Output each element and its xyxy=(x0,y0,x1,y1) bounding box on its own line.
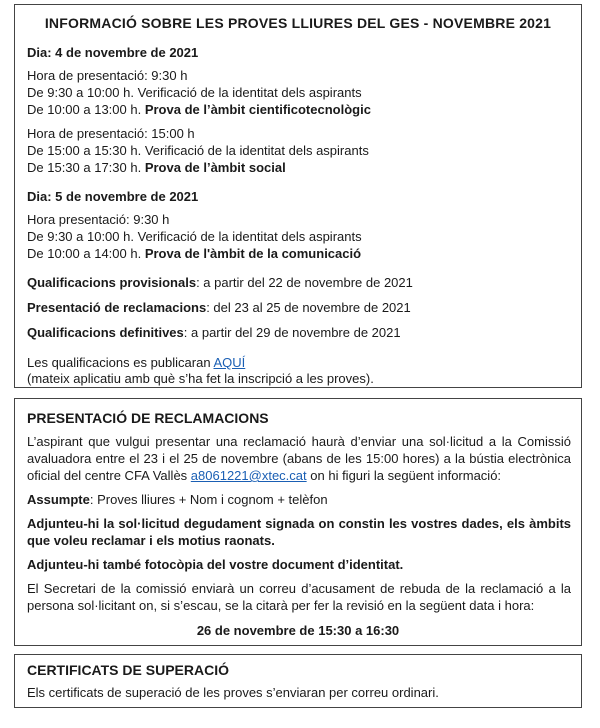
claims-period-label: Presentació de reclamacions xyxy=(27,300,207,315)
certificates-text: Els certificats de superació de les proves s’enviaran per correu ordinari. xyxy=(27,685,439,700)
exam-info-title: INFORMACIÓ SOBRE LES PROVES LLIURES DEL GES - NOVEMBRE 2021 xyxy=(44,15,552,31)
claims-p1-line2: avaluadora entre el 23 i el 25 de novembre (abans de les 15:00 hores) a la bústia electrònica xyxy=(27,451,571,466)
attach-request-line2: que voleu reclamar i els motius raonats. xyxy=(27,533,275,548)
certificates-title: CERTIFICATS DE SUPERACIÓ xyxy=(27,662,229,678)
final-grades-date: : a partir del 29 de novembre de 2021 xyxy=(183,325,401,340)
subject-label: Assumpte xyxy=(27,492,90,507)
final-grades-label: Qualificacions definitives xyxy=(27,325,184,340)
day2-line3 xyxy=(27,246,571,262)
day1-heading: Dia: 4 de novembre de 2021 xyxy=(27,45,199,60)
day2-time: De 10:00 a 14:00 h. xyxy=(27,246,142,261)
day1-g1-line2: De 9:30 a 10:00 h. Verificació de la identitat dels aspirants xyxy=(27,85,362,100)
claims-p1-text-b: on hi figuri la següent informació: xyxy=(310,468,502,483)
day2-exam: Prova de l'àmbit de la comunicació xyxy=(144,246,362,261)
provisional-grades xyxy=(27,275,571,291)
publish-line xyxy=(27,355,571,371)
claims-title: PRESENTACIÓ DE RECLAMACIONS xyxy=(27,410,269,426)
review-date: 26 de novembre de 15:30 a 16:30 xyxy=(196,623,400,638)
subject-text: : Proves lliures + Nom i cognom + telèfon xyxy=(89,492,328,507)
attach-id-line: Adjunteu-hi també fotocòpia del vostre document d’identitat. xyxy=(27,557,404,572)
day1-g2-line3 xyxy=(27,160,571,176)
publish-note: (mateix aplicatiu amb què s’ha fet la inscripció a les proves). xyxy=(27,371,374,386)
day2-heading: Dia: 5 de novembre de 2021 xyxy=(27,189,199,204)
day1-g1-exam: Prova de l’àmbit cientificotecnològic xyxy=(144,102,371,117)
day1-g2-line2: De 15:00 a 15:30 h. Verificació de la identitat dels aspirants xyxy=(27,143,369,158)
publish-link[interactable]: AQUÍ xyxy=(213,355,246,370)
final-grades xyxy=(27,325,571,341)
claims-box xyxy=(14,398,582,646)
day1-g1-line1: Hora de presentació: 9:30 h xyxy=(27,68,188,83)
claims-email-link[interactable]: a8061221@xtec.cat xyxy=(190,468,307,483)
day1-g2-exam: Prova de l’àmbit social xyxy=(144,160,286,175)
publish-text: Les qualificacions es publicaran xyxy=(27,355,211,370)
claims-period-date: : del 23 al 25 de novembre de 2021 xyxy=(206,300,411,315)
day2-line2: De 9:30 a 10:00 h. Verificació de la identitat dels aspirants xyxy=(27,229,362,244)
exam-info-box xyxy=(14,4,582,388)
day1-g2-line1: Hora de presentació: 15:00 h xyxy=(27,126,195,141)
claims-p2-line2: persona sol·licitant on, si s’escau, se la citarà per fer la revisió en la següent data i hora: xyxy=(27,598,535,613)
subject-line xyxy=(27,492,571,508)
claims-p1-line3 xyxy=(27,468,571,484)
provisional-grades-label: Qualificacions provisionals xyxy=(27,275,197,290)
provisional-grades-date: : a partir del 22 de novembre de 2021 xyxy=(196,275,413,290)
claims-p1-text-a: oficial del centre CFA Vallès xyxy=(27,468,188,483)
claims-period xyxy=(27,300,571,316)
day2-line1: Hora presentació: 9:30 h xyxy=(27,212,170,227)
day1-g2-time: De 15:30 a 17:30 h. xyxy=(27,160,142,175)
claims-p1-line1: L’aspirant que vulgui presentar una reclamació haurà d’enviar una sol·licitud a la Comissió xyxy=(27,434,571,449)
claims-p2-line1: El Secretari de la comissió enviarà un correu d’acusament de rebuda de la reclamació a la xyxy=(27,581,571,596)
day1-g1-line3 xyxy=(27,102,571,118)
attach-request-line1: Adjunteu-hi la sol·licitud degudament signada on constin les vostres dades, els àmbits xyxy=(27,516,571,531)
certificates-box xyxy=(14,654,582,708)
day1-g1-time: De 10:00 a 13:00 h. xyxy=(27,102,142,117)
